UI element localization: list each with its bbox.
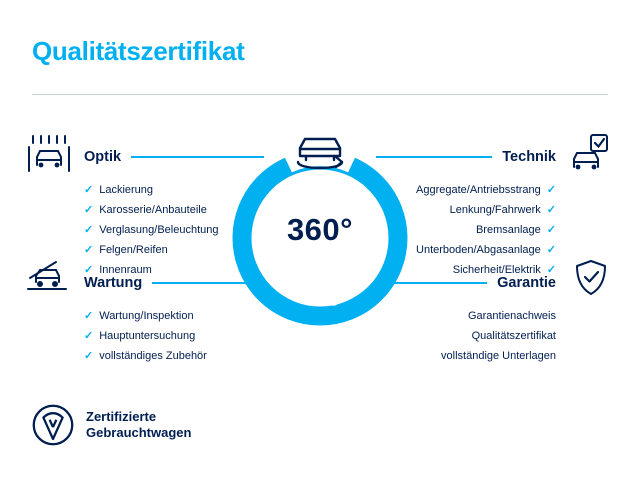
check-icon: ✓ bbox=[84, 330, 94, 342]
car-360-icon bbox=[284, 126, 356, 182]
list-item-label: Garantienachweis bbox=[467, 310, 556, 322]
list-item-label: Verglasung/Beleuchtung bbox=[99, 224, 219, 236]
section-technik-title: Technik bbox=[502, 149, 556, 165]
list-item bbox=[84, 326, 264, 346]
list-item bbox=[84, 346, 264, 366]
badge-degrees: 360° bbox=[286, 212, 354, 247]
check-icon: ✓ bbox=[84, 184, 94, 196]
check-icon: ✓ bbox=[84, 264, 94, 276]
list-item-label: Unterboden/Abgasanlage bbox=[416, 244, 541, 256]
footer-line-2: Gebrauchtwagen bbox=[86, 425, 192, 440]
check-icon: ✓ bbox=[546, 184, 556, 196]
check-icon: ✓ bbox=[84, 204, 94, 216]
badge-360-check bbox=[232, 150, 408, 326]
footer-brand bbox=[32, 404, 191, 446]
vw-logo bbox=[32, 404, 74, 446]
list-item-label: Karosserie/Anbauteile bbox=[99, 204, 207, 216]
car-wash-icon bbox=[26, 134, 72, 179]
list-item-label: Hauptuntersuchung bbox=[99, 330, 196, 342]
list-item-label: Innenraum bbox=[99, 264, 152, 276]
check-icon: ✓ bbox=[546, 264, 556, 276]
list-item-label: Aggregate/Antriebsstrang bbox=[416, 184, 541, 196]
list-item bbox=[376, 326, 556, 346]
section-wartung-title: Wartung bbox=[84, 275, 143, 291]
check-icon: ✓ bbox=[546, 244, 556, 256]
list-item-label: Lackierung bbox=[99, 184, 154, 196]
car-check-icon bbox=[570, 134, 614, 179]
shield-check-icon bbox=[572, 258, 610, 303]
car-lift-icon bbox=[26, 258, 72, 299]
list-item-label: Sicherheit/Elektrik bbox=[452, 264, 541, 276]
section-optik-title: Optik bbox=[84, 149, 122, 165]
list-item-label: vollständiges Zubehör bbox=[99, 350, 207, 362]
check-icon: ✓ bbox=[546, 224, 556, 236]
list-item bbox=[376, 346, 556, 366]
list-item-label: Lenkung/Fahrwerk bbox=[449, 204, 541, 216]
check-icon: ✓ bbox=[84, 244, 94, 256]
title-divider bbox=[32, 94, 608, 95]
footer-text bbox=[86, 409, 191, 441]
list-item-label: Qualitätszertifikat bbox=[471, 330, 556, 342]
list-item-label: vollständige Unterlagen bbox=[441, 350, 556, 362]
check-icon: ✓ bbox=[84, 310, 94, 322]
check-icon: ✓ bbox=[84, 224, 94, 236]
badge-arc-label: Gebrauchtwagen-Check bbox=[250, 243, 390, 309]
check-icon: ✓ bbox=[84, 350, 94, 362]
list-item-label: Bremsanlage bbox=[475, 224, 541, 236]
list-item-label: Felgen/Reifen bbox=[99, 244, 168, 256]
list-item-label: Wartung/Inspektion bbox=[99, 310, 194, 322]
footer-line-1: Zertifizierte bbox=[86, 409, 157, 424]
page-title: Qualitätszertifikat bbox=[32, 36, 245, 66]
check-icon: ✓ bbox=[546, 204, 556, 216]
section-garantie-title: Garantie bbox=[497, 275, 556, 291]
